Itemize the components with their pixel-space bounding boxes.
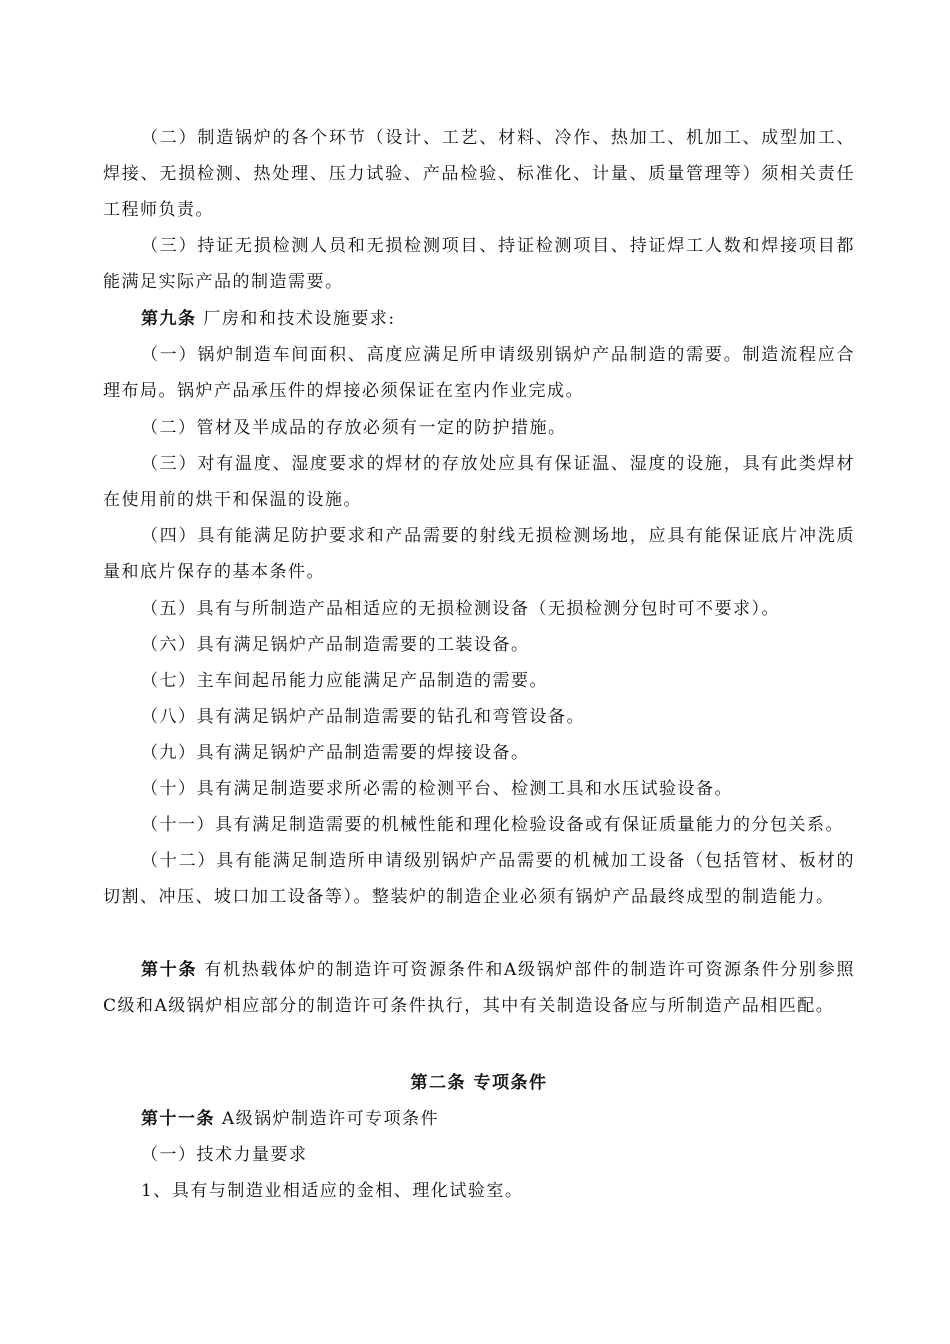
paragraph: （三）持证无损检测人员和无损检测项目、持证检测项目、持证焊工人数和焊接项目都能满足实际产品的制造需要。 — [103, 236, 855, 292]
paragraph: （八）具有满足锅炉产品制造需要的钻孔和弯管设备。 — [141, 707, 585, 727]
article-heading: 第十条 — [141, 960, 198, 980]
paragraph: （二）管材及半成品的存放必须有一定的防护措施。 — [141, 418, 567, 438]
section-title: 第二条 专项条件 — [410, 1073, 548, 1093]
paragraph: （十一）具有满足制造需要的机械性能和理化检验设备或有保证质量能力的分包关系。 — [141, 815, 844, 835]
paragraph: （五）具有与所制造产品相适应的无损检测设备（无损检测分包时可不要求）。 — [141, 599, 780, 619]
article-paragraph: 第九条 厂房和和技术设施要求: — [141, 309, 396, 329]
paragraph: （九）具有满足锅炉产品制造需要的焊接设备。 — [141, 743, 530, 763]
article-paragraph: 第十一条 A级锅炉制造许可专项条件 — [141, 1109, 440, 1129]
paragraph: （四）具有能满足防护要求和产品需要的射线无损检测场地，应具有能保证底片冲洗质量和底片保存的基本条件。 — [103, 526, 855, 582]
paragraph: （三）对有温度、湿度要求的焊材的存放处应具有保证温、湿度的设施，具有此类焊材在使用前的烘干和保温的设施。 — [103, 454, 855, 510]
article-paragraph: 第十条 有机热载体炉的制造许可资源条件和A级锅炉部件的制造许可资源条件分别参照C级和A级锅炉相应部分的制造许可条件执行，其中有关制造设备应与所制造产品相匹配。 — [103, 960, 855, 1016]
paragraph: （十二）具有能满足制造所申请级别锅炉产品需要的机械加工设备（包括管材、板材的切割、冲压、坡口加工设备等）。整装炉的制造企业必须有锅炉产品最终成型的制造能力。 — [103, 851, 855, 907]
paragraph: （七）主车间起吊能力应能满足产品制造的需要。 — [141, 671, 548, 691]
paragraph: （十）具有满足制造要求所必需的检测平台、检测工具和水压试验设备。 — [141, 779, 733, 799]
paragraph: （一）锅炉制造车间面积、高度应满足所申请级别锅炉产品制造的需要。制造流程应合理布局。锅炉产品承压件的焊接必须保证在室内作业完成。 — [103, 345, 855, 401]
paragraph: （六）具有满足锅炉产品制造需要的工装设备。 — [141, 635, 530, 655]
article-heading: 第十一条 — [141, 1109, 215, 1129]
paragraph: （一）技术力量要求 — [141, 1145, 308, 1165]
paragraph: （二）制造锅炉的各个环节（设计、工艺、材料、冷作、热加工、机加工、成型加工、焊接、无损检测、热处理、压力试验、产品检验、标准化、计量、质量管理等）须相关责任工程师负责。 — [103, 128, 855, 220]
article-heading: 第九条 — [141, 309, 197, 329]
paragraph: 1、具有与制造业相适应的金相、理化试验室。 — [141, 1181, 524, 1201]
